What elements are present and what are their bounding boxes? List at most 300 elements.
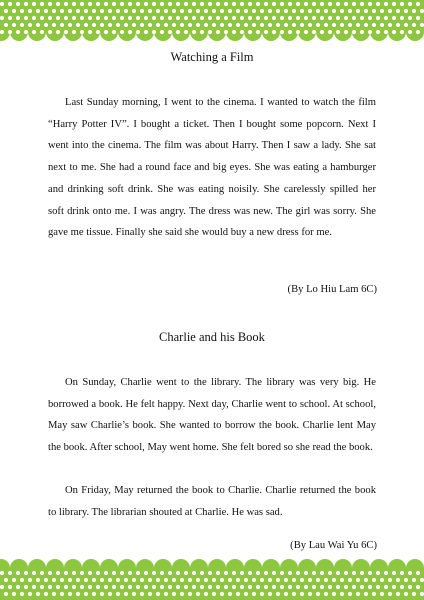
polka-dot <box>292 9 296 13</box>
polka-dot <box>36 23 40 27</box>
polka-dot <box>100 9 104 13</box>
polka-dot <box>308 9 312 13</box>
polka-dot <box>144 585 148 589</box>
polka-dot <box>360 30 364 34</box>
polka-dot <box>244 578 248 582</box>
polka-dot <box>324 9 328 13</box>
polka-dot <box>128 571 132 575</box>
polka-dot <box>380 578 384 582</box>
polka-dot <box>232 585 236 589</box>
polka-dot <box>376 571 380 575</box>
polka-dot <box>164 578 168 582</box>
polka-dot <box>64 571 68 575</box>
polka-dot <box>124 592 128 596</box>
polka-dot <box>128 30 132 34</box>
polka-dot <box>152 2 156 6</box>
polka-dot <box>136 585 140 589</box>
polka-dot <box>132 23 136 27</box>
polka-dot <box>368 16 372 20</box>
polka-dot <box>352 571 356 575</box>
polka-dot <box>68 23 72 27</box>
polka-dot <box>8 571 12 575</box>
polka-dot <box>88 571 92 575</box>
polka-dot <box>412 578 416 582</box>
polka-dot <box>36 592 40 596</box>
polka-dot <box>140 23 144 27</box>
polka-dot <box>264 30 268 34</box>
polka-dot <box>172 578 176 582</box>
polka-dot <box>380 23 384 27</box>
polka-dot <box>164 23 168 27</box>
polka-dot <box>392 30 396 34</box>
polka-dot <box>48 585 52 589</box>
polka-dot <box>348 592 352 596</box>
polka-dot <box>120 2 124 6</box>
polka-dot <box>116 9 120 13</box>
polka-dot <box>24 30 28 34</box>
polka-dot <box>212 23 216 27</box>
polka-dot <box>32 30 36 34</box>
band-fill <box>0 0 424 41</box>
polka-dot <box>108 592 112 596</box>
polka-dot <box>320 2 324 6</box>
polka-dot <box>260 23 264 27</box>
polka-dot <box>252 9 256 13</box>
polka-dot <box>68 9 72 13</box>
polka-dot <box>56 585 60 589</box>
polka-dot <box>236 9 240 13</box>
polka-dot <box>20 23 24 27</box>
polka-dot <box>312 2 316 6</box>
polka-dot <box>356 9 360 13</box>
polka-dot <box>208 30 212 34</box>
polka-dot <box>100 592 104 596</box>
polka-dot <box>324 23 328 27</box>
polka-dot <box>264 571 268 575</box>
polka-dot <box>160 30 164 34</box>
polka-dot <box>80 30 84 34</box>
polka-dot <box>68 592 72 596</box>
polka-dot <box>248 30 252 34</box>
polka-dot <box>144 571 148 575</box>
polka-dot <box>224 2 228 6</box>
polka-dot <box>128 16 132 20</box>
polka-dot <box>204 23 208 27</box>
polka-dot <box>20 592 24 596</box>
polka-dot <box>348 578 352 582</box>
polka-dot <box>108 578 112 582</box>
polka-dot <box>4 9 8 13</box>
polka-dot <box>200 30 204 34</box>
polka-dot <box>28 23 32 27</box>
polka-dot <box>280 30 284 34</box>
polka-dot <box>344 30 348 34</box>
polka-dot <box>168 585 172 589</box>
polka-dot <box>320 571 324 575</box>
polka-dot <box>388 23 392 27</box>
polka-dot <box>144 2 148 6</box>
polka-dot <box>136 16 140 20</box>
polka-dot <box>80 2 84 6</box>
polka-dot <box>40 571 44 575</box>
polka-dot <box>40 16 44 20</box>
polka-dot <box>20 578 24 582</box>
polka-dot <box>360 571 364 575</box>
polka-dot <box>348 23 352 27</box>
polka-dot <box>288 585 292 589</box>
polka-dot <box>188 592 192 596</box>
polka-dot <box>88 30 92 34</box>
polka-dot <box>232 571 236 575</box>
polka-dot <box>384 2 388 6</box>
polka-dot <box>284 592 288 596</box>
polka-dot <box>24 2 28 6</box>
polka-dot <box>68 578 72 582</box>
polka-dot <box>224 30 228 34</box>
polka-dot <box>236 578 240 582</box>
polka-dot <box>128 585 132 589</box>
polka-dot <box>268 23 272 27</box>
polka-dot <box>388 592 392 596</box>
polka-dot <box>72 30 76 34</box>
polka-dot <box>96 585 100 589</box>
polka-dot <box>28 9 32 13</box>
polka-dot <box>368 2 372 6</box>
polka-dot <box>176 571 180 575</box>
polka-dot <box>248 585 252 589</box>
polka-dot <box>352 16 356 20</box>
polka-dot <box>376 30 380 34</box>
polka-dot <box>280 16 284 20</box>
polka-dot <box>256 2 260 6</box>
polka-dot <box>260 9 264 13</box>
polka-dot <box>224 585 228 589</box>
polka-dot <box>104 2 108 6</box>
polka-dot <box>64 585 68 589</box>
polka-dot <box>300 23 304 27</box>
polka-dot <box>216 571 220 575</box>
polka-dot <box>304 571 308 575</box>
polka-dot <box>208 585 212 589</box>
polka-dot <box>272 16 276 20</box>
polka-dot <box>420 9 424 13</box>
polka-dot <box>76 23 80 27</box>
polka-dot <box>92 578 96 582</box>
polka-dot <box>20 9 24 13</box>
polka-dot <box>52 592 56 596</box>
polka-dot <box>248 2 252 6</box>
polka-dot <box>316 9 320 13</box>
polka-dot <box>328 571 332 575</box>
polka-dot <box>72 571 76 575</box>
polka-dot <box>200 571 204 575</box>
polka-dot <box>296 585 300 589</box>
polka-dot <box>128 2 132 6</box>
polka-dot <box>316 23 320 27</box>
polka-dot <box>44 578 48 582</box>
polka-dot <box>80 571 84 575</box>
polka-dot <box>72 16 76 20</box>
polka-dot <box>176 16 180 20</box>
polka-dot <box>240 571 244 575</box>
polka-dot <box>140 592 144 596</box>
polka-dot <box>272 571 276 575</box>
polka-dot <box>0 571 4 575</box>
polka-dot <box>392 16 396 20</box>
polka-dot <box>104 585 108 589</box>
polka-dot <box>192 571 196 575</box>
polka-dot <box>120 571 124 575</box>
polka-dot <box>216 2 220 6</box>
polka-dot <box>56 2 60 6</box>
polka-dot <box>88 2 92 6</box>
polka-dot <box>16 30 20 34</box>
polka-dot <box>36 9 40 13</box>
polka-dot <box>344 2 348 6</box>
polka-dot <box>196 9 200 13</box>
polka-dot <box>268 9 272 13</box>
polka-dot <box>368 571 372 575</box>
polka-dot <box>288 30 292 34</box>
polka-dot <box>240 2 244 6</box>
polka-dot <box>140 9 144 13</box>
polka-dot <box>328 30 332 34</box>
polka-dot <box>188 578 192 582</box>
polka-dot <box>260 578 264 582</box>
polka-dot <box>148 9 152 13</box>
polka-dot <box>272 585 276 589</box>
polka-dot <box>184 16 188 20</box>
polka-dot <box>256 585 260 589</box>
polka-dot <box>336 30 340 34</box>
polka-dot <box>196 592 200 596</box>
polka-dot <box>116 592 120 596</box>
polka-dot <box>292 23 296 27</box>
polka-dot <box>132 578 136 582</box>
polka-dot <box>244 23 248 27</box>
polka-dot <box>172 592 176 596</box>
polka-dot <box>104 16 108 20</box>
polka-dot <box>408 30 412 34</box>
polka-dot <box>88 16 92 20</box>
polka-dot <box>292 592 296 596</box>
polka-dot <box>240 30 244 34</box>
polka-dot <box>228 578 232 582</box>
polka-dot <box>364 578 368 582</box>
polka-dot <box>248 571 252 575</box>
polka-dot <box>176 2 180 6</box>
polka-dot <box>236 23 240 27</box>
polka-dot <box>96 30 100 34</box>
polka-dot <box>8 585 12 589</box>
polka-dot <box>96 2 100 6</box>
polka-dot <box>264 2 268 6</box>
polka-dot <box>216 16 220 20</box>
polka-dot <box>384 585 388 589</box>
polka-dot <box>28 578 32 582</box>
polka-dot <box>44 592 48 596</box>
polka-dot <box>168 571 172 575</box>
polka-dot <box>352 585 356 589</box>
polka-dot <box>384 571 388 575</box>
polka-dot <box>180 578 184 582</box>
polka-dot <box>180 592 184 596</box>
polka-dot <box>92 592 96 596</box>
polka-dot <box>272 2 276 6</box>
polka-dot <box>232 30 236 34</box>
polka-dot <box>372 592 376 596</box>
polka-dot <box>316 578 320 582</box>
polka-dot <box>136 30 140 34</box>
polka-dot <box>404 23 408 27</box>
polka-dot <box>400 571 404 575</box>
polka-dot <box>160 16 164 20</box>
polka-dot <box>360 585 364 589</box>
polka-dot <box>344 585 348 589</box>
polka-dot <box>252 592 256 596</box>
polka-dot <box>296 571 300 575</box>
polka-dot <box>364 23 368 27</box>
polka-dot <box>276 23 280 27</box>
polka-dot <box>280 585 284 589</box>
polka-dot <box>152 571 156 575</box>
polka-dot <box>8 30 12 34</box>
polka-dot <box>416 585 420 589</box>
polka-dot <box>320 16 324 20</box>
polka-dot <box>380 592 384 596</box>
polka-dot <box>420 592 424 596</box>
polka-dot <box>420 578 424 582</box>
polka-dot <box>228 592 232 596</box>
polka-dot <box>156 578 160 582</box>
polka-dot <box>120 30 124 34</box>
polka-dot <box>24 571 28 575</box>
polka-dot <box>212 592 216 596</box>
polka-dot <box>12 592 16 596</box>
polka-dot <box>224 571 228 575</box>
polka-dot <box>180 23 184 27</box>
polka-dot <box>60 592 64 596</box>
polka-dot <box>32 2 36 6</box>
polka-dot <box>112 16 116 20</box>
polka-dot <box>56 16 60 20</box>
polka-dot <box>152 585 156 589</box>
polka-dot <box>84 592 88 596</box>
polka-dot <box>256 571 260 575</box>
polka-dot <box>256 16 260 20</box>
polka-dot <box>204 578 208 582</box>
polka-dot <box>188 9 192 13</box>
polka-dot <box>56 30 60 34</box>
polka-dot <box>376 16 380 20</box>
polka-dot <box>124 9 128 13</box>
polka-dot <box>312 585 316 589</box>
polka-dot <box>344 16 348 20</box>
polka-dot <box>304 2 308 6</box>
polka-dot <box>196 23 200 27</box>
polka-dot <box>356 578 360 582</box>
polka-dot <box>116 23 120 27</box>
polka-dot <box>4 23 8 27</box>
polka-dot <box>80 585 84 589</box>
polka-dot <box>284 9 288 13</box>
polka-dot <box>228 9 232 13</box>
polka-dot <box>104 571 108 575</box>
polka-dot <box>300 578 304 582</box>
polka-dot <box>340 578 344 582</box>
polka-dot <box>156 592 160 596</box>
polka-dot <box>8 16 12 20</box>
polka-dot <box>352 30 356 34</box>
polka-dot <box>400 30 404 34</box>
polka-dot <box>120 585 124 589</box>
polka-dot <box>420 23 424 27</box>
polka-dot <box>76 578 80 582</box>
polka-dot <box>200 585 204 589</box>
polka-dot <box>408 16 412 20</box>
polka-dot <box>116 578 120 582</box>
polka-dot <box>284 23 288 27</box>
polka-dot <box>164 9 168 13</box>
polka-dot <box>228 23 232 27</box>
polka-dot <box>112 571 116 575</box>
polka-dot <box>396 9 400 13</box>
polka-dot <box>344 571 348 575</box>
polka-dot <box>220 9 224 13</box>
polka-dot <box>28 592 32 596</box>
polka-dot <box>276 578 280 582</box>
polka-dot <box>232 2 236 6</box>
polka-dot <box>220 23 224 27</box>
polka-dot <box>156 23 160 27</box>
polka-dot <box>300 592 304 596</box>
polka-dot <box>112 585 116 589</box>
polka-dot <box>212 578 216 582</box>
polka-dot <box>168 16 172 20</box>
polka-dot <box>124 23 128 27</box>
polka-dot <box>276 592 280 596</box>
story1-byline: (By Lo Hiu Lam 6C) <box>287 284 377 295</box>
polka-dot <box>148 23 152 27</box>
polka-dot <box>288 571 292 575</box>
polka-dot <box>176 585 180 589</box>
polka-dot <box>48 571 52 575</box>
polka-dot <box>16 16 20 20</box>
polka-dot <box>416 571 420 575</box>
polka-dot <box>328 16 332 20</box>
polka-dot <box>364 9 368 13</box>
polka-dot <box>120 16 124 20</box>
polka-dot <box>396 592 400 596</box>
polka-dot <box>168 30 172 34</box>
polka-dot <box>44 9 48 13</box>
polka-dot <box>192 16 196 20</box>
polka-dot <box>384 16 388 20</box>
polka-dot <box>132 9 136 13</box>
story2-paragraph-1: On Sunday, Charlie went to the library. The library was very big. He borrowed a book. He felt happy. Next day, Charlie went to school. At school, May saw Charlie’s book. She wanted to borrow the book. Charlie lent May the book. After school, May went home. She felt bored so she read the book. <box>48 377 376 454</box>
polka-dot <box>160 2 164 6</box>
polka-dot <box>60 578 64 582</box>
polka-dot <box>296 2 300 6</box>
polka-dot <box>24 585 28 589</box>
polka-dot <box>136 2 140 6</box>
polka-dot <box>388 9 392 13</box>
polka-dot <box>244 9 248 13</box>
polka-dot <box>64 16 68 20</box>
polka-dot <box>108 23 112 27</box>
polka-dot <box>220 578 224 582</box>
polka-dot <box>348 9 352 13</box>
